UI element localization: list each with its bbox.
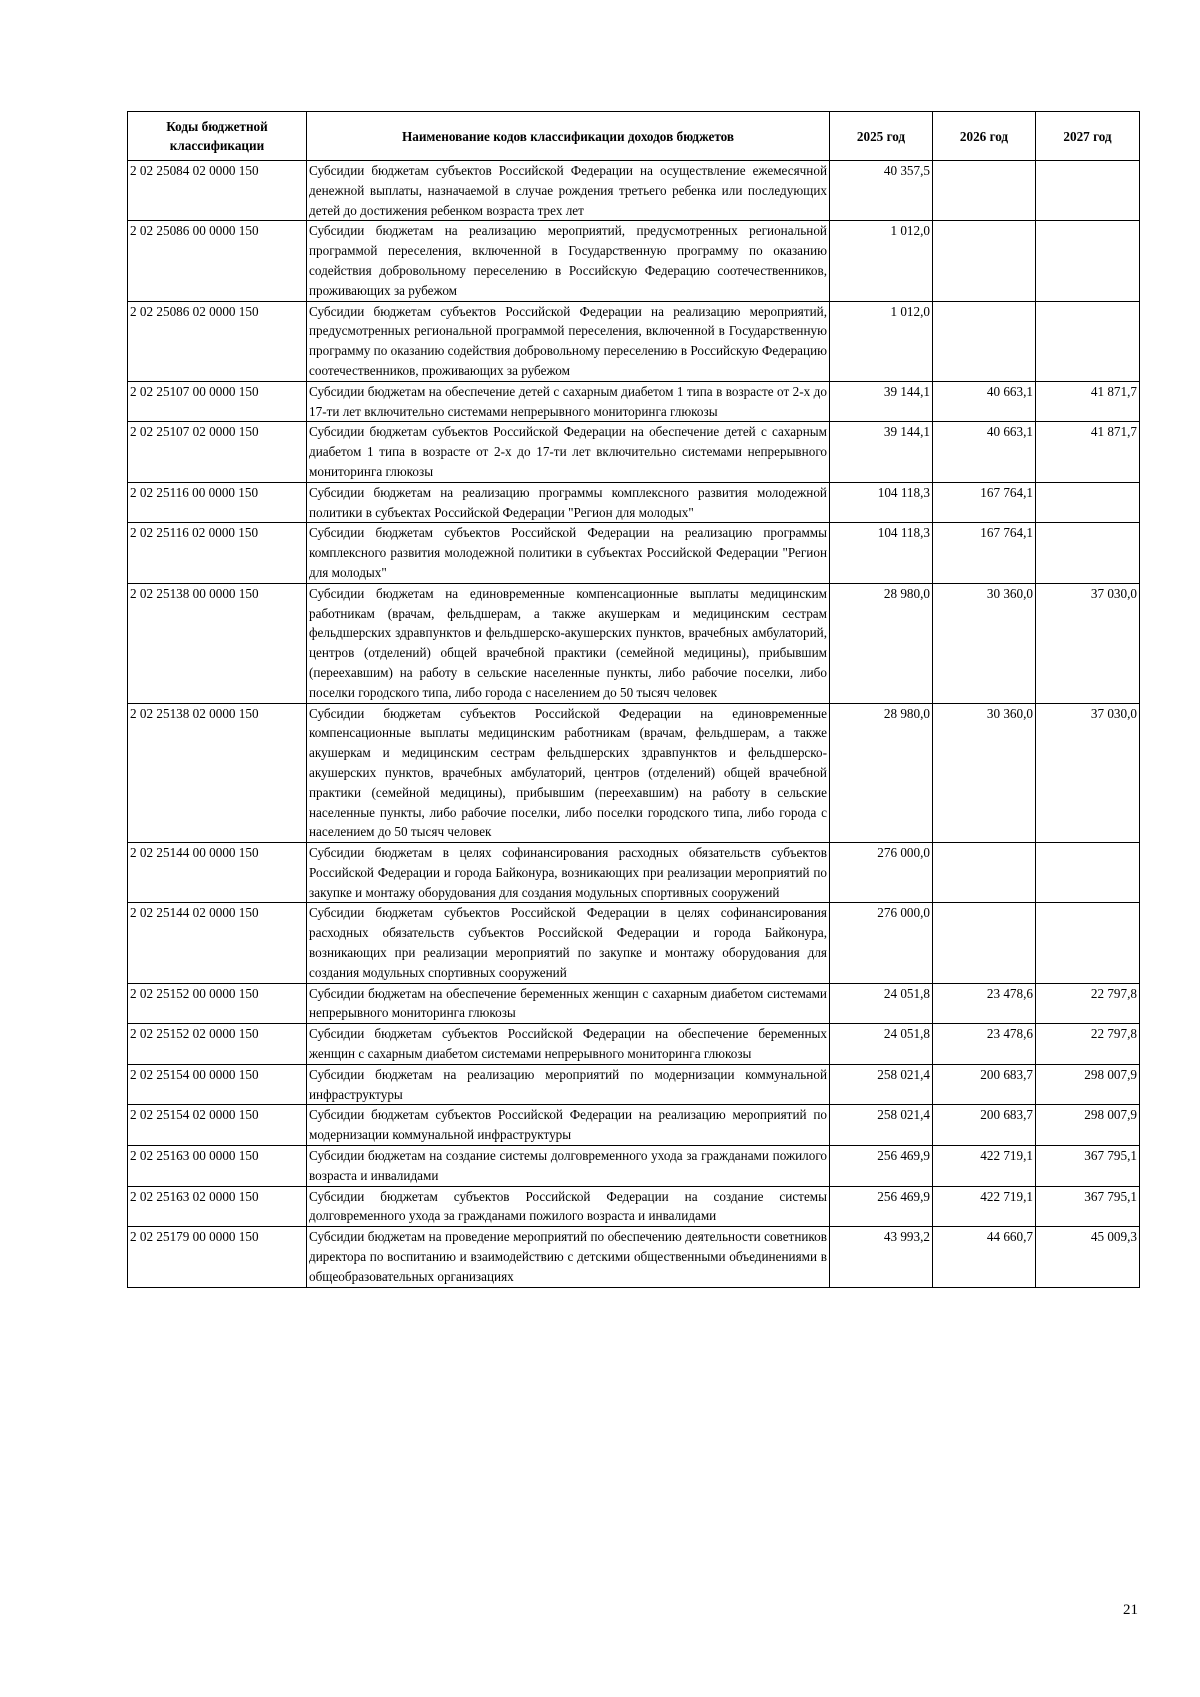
- cell-code: 2 02 25144 00 0000 150: [128, 843, 307, 903]
- table-row: [128, 843, 1140, 903]
- cell-2027: 37 030,0: [1036, 703, 1140, 843]
- cell-code: 2 02 25152 00 0000 150: [128, 983, 307, 1024]
- revenue-table: [127, 111, 1140, 1288]
- cell-2026: 23 478,6: [933, 1024, 1036, 1065]
- cell-2027: 298 007,9: [1036, 1105, 1140, 1146]
- cell-2025: 1 012,0: [830, 221, 933, 301]
- cell-code: 2 02 25116 00 0000 150: [128, 482, 307, 523]
- cell-name: Субсидии бюджетам на проведение мероприятий по обеспечению деятельности советников директора по воспитанию и взаимодействию с детскими общественными объединениями в общеобразовательных организациях: [307, 1227, 830, 1287]
- table-row: [128, 482, 1140, 523]
- cell-2027: 298 007,9: [1036, 1064, 1140, 1105]
- cell-2026: [933, 221, 1036, 301]
- cell-2025: 258 021,4: [830, 1064, 933, 1105]
- cell-2025: 256 469,9: [830, 1146, 933, 1187]
- cell-2026: [933, 843, 1036, 903]
- cell-2025: 104 118,3: [830, 523, 933, 583]
- cell-2026: 30 360,0: [933, 583, 1036, 703]
- cell-2027: [1036, 301, 1140, 381]
- table-row: [128, 703, 1140, 843]
- cell-2026: 167 764,1: [933, 523, 1036, 583]
- cell-name: Субсидии бюджетам на обеспечение беременных женщин с сахарным диабетом системами непрерывного мониторинга глюкозы: [307, 983, 830, 1024]
- cell-name: Субсидии бюджетам на обеспечение детей с сахарным диабетом 1 типа в возрасте от 2-х до 17-ти лет включительно системами непрерывного мониторинга глюкозы: [307, 381, 830, 422]
- table-row: [128, 1186, 1140, 1227]
- cell-2025: 39 144,1: [830, 381, 933, 422]
- cell-2026: 30 360,0: [933, 703, 1036, 843]
- table-row: [128, 983, 1140, 1024]
- cell-code: 2 02 25086 00 0000 150: [128, 221, 307, 301]
- table-row: [128, 1024, 1140, 1065]
- cell-2026: 422 719,1: [933, 1146, 1036, 1187]
- cell-code: 2 02 25107 02 0000 150: [128, 422, 307, 482]
- cell-name: Субсидии бюджетам на реализацию мероприятий, предусмотренных региональной программой переселения, включенной в Государственную программу по оказанию содействия добровольному переселению в Российскую Федерацию соотечественников, проживающих за рубежом: [307, 221, 830, 301]
- header-2026: 2026 год: [933, 112, 1036, 161]
- cell-2025: 276 000,0: [830, 843, 933, 903]
- cell-2027: [1036, 482, 1140, 523]
- cell-name: Субсидии бюджетам на создание системы долговременного ухода за гражданами пожилого возраста и инвалидами: [307, 1146, 830, 1187]
- table-row: [128, 903, 1140, 983]
- table-row: [128, 1064, 1140, 1105]
- cell-2026: 167 764,1: [933, 482, 1036, 523]
- table-row: [128, 583, 1140, 703]
- cell-name: Субсидии бюджетам субъектов Российской Федерации на единовременные компенсационные выплаты медицинским работникам (врачам, фельдшерам, а также акушеркам и медицинским сестрам фельдшерских здравпунктов и фельдшерско-акушерских пунктов, врачебных амбулаторий, центров (отделений) общей врачебной практики (семейной медицины), прибывшим (переехавшим) на работу в сельские населенные пункты, либо рабочие поселки, либо поселки городского типа, либо города с населением до 50 тысяч человек: [307, 703, 830, 843]
- cell-2025: 43 993,2: [830, 1227, 933, 1287]
- cell-name: Субсидии бюджетам на единовременные компенсационные выплаты медицинским работникам (врачам, фельдшерам, а также акушеркам и медицинским сестрам фельдшерских здравпунктов и фельдшерско-акушерских пунктов, врачебных амбулаторий, центров (отделений) общей врачебной практики (семейной медицины), прибывшим (переехавшим) на работу в сельские населенные пункты, либо рабочие поселки, либо поселки городского типа, либо города с населением до 50 тысяч человек: [307, 583, 830, 703]
- cell-name: Субсидии бюджетам субъектов Российской Федерации в целях софинансирования расходных обязательств субъектов Российской Федерации и города Байконура, возникающих при реализации мероприятий по закупке и монтажу оборудования для создания модульных спортивных сооружений: [307, 903, 830, 983]
- cell-2025: 104 118,3: [830, 482, 933, 523]
- cell-2025: 276 000,0: [830, 903, 933, 983]
- table-row: [128, 161, 1140, 221]
- cell-2025: 24 051,8: [830, 1024, 933, 1065]
- cell-name: Субсидии бюджетам в целях софинансирования расходных обязательств субъектов Российской Федерации и города Байконура, возникающих при реализации мероприятий по закупке и монтажу оборудования для создания модульных спортивных сооружений: [307, 843, 830, 903]
- cell-code: 2 02 25179 00 0000 150: [128, 1227, 307, 1287]
- cell-code: 2 02 25154 02 0000 150: [128, 1105, 307, 1146]
- cell-name: Субсидии бюджетам на реализацию мероприятий по модернизации коммунальной инфраструктуры: [307, 1064, 830, 1105]
- header-code: Коды бюджетной классификации: [128, 112, 307, 161]
- cell-name: Субсидии бюджетам субъектов Российской Федерации на обеспечение беременных женщин с сахарным диабетом системами непрерывного мониторинга глюкозы: [307, 1024, 830, 1065]
- cell-code: 2 02 25163 00 0000 150: [128, 1146, 307, 1187]
- cell-code: 2 02 25144 02 0000 150: [128, 903, 307, 983]
- cell-2026: 44 660,7: [933, 1227, 1036, 1287]
- cell-name: Субсидии бюджетам субъектов Российской Федерации на реализацию мероприятий, предусмотренных региональной программой переселения, включенной в Государственную программу по оказанию содействия добровольному переселению в Российскую Федерацию соотечественников, проживающих за рубежом: [307, 301, 830, 381]
- cell-2027: 367 795,1: [1036, 1146, 1140, 1187]
- cell-code: 2 02 25086 02 0000 150: [128, 301, 307, 381]
- cell-2026: 40 663,1: [933, 422, 1036, 482]
- table-body: [128, 161, 1140, 1288]
- cell-2027: 22 797,8: [1036, 983, 1140, 1024]
- table-header-row: [128, 112, 1140, 161]
- cell-name: Субсидии бюджетам субъектов Российской Федерации на реализацию мероприятий по модернизации коммунальной инфраструктуры: [307, 1105, 830, 1146]
- cell-2027: 22 797,8: [1036, 1024, 1140, 1065]
- table-row: [128, 301, 1140, 381]
- cell-2027: 37 030,0: [1036, 583, 1140, 703]
- cell-code: 2 02 25154 00 0000 150: [128, 1064, 307, 1105]
- cell-2027: 367 795,1: [1036, 1186, 1140, 1227]
- cell-2025: 39 144,1: [830, 422, 933, 482]
- cell-2026: [933, 301, 1036, 381]
- cell-2026: [933, 903, 1036, 983]
- table-row: [128, 221, 1140, 301]
- table-row: [128, 381, 1140, 422]
- cell-2026: 23 478,6: [933, 983, 1036, 1024]
- cell-2025: 28 980,0: [830, 703, 933, 843]
- header-2027: 2027 год: [1036, 112, 1140, 161]
- header-2025: 2025 год: [830, 112, 933, 161]
- cell-2026: [933, 161, 1036, 221]
- table-row: [128, 1146, 1140, 1187]
- cell-name: Субсидии бюджетам на реализацию программы комплексного развития молодежной политики в субъектах Российской Федерации "Регион для молодых": [307, 482, 830, 523]
- cell-2025: 256 469,9: [830, 1186, 933, 1227]
- cell-2026: 422 719,1: [933, 1186, 1036, 1227]
- table-row: [128, 523, 1140, 583]
- cell-name: Субсидии бюджетам субъектов Российской Федерации на создание системы долговременного ухода за гражданами пожилого возраста и инвалидами: [307, 1186, 830, 1227]
- cell-name: Субсидии бюджетам субъектов Российской Федерации на обеспечение детей с сахарным диабетом 1 типа в возрасте от 2-х до 17-ти лет включительно системами непрерывного мониторинга глюкозы: [307, 422, 830, 482]
- table-row: [128, 1105, 1140, 1146]
- cell-name: Субсидии бюджетам субъектов Российской Федерации на реализацию программы комплексного развития молодежной политики в субъектах Российской Федерации "Регион для молодых": [307, 523, 830, 583]
- cell-2027: 45 009,3: [1036, 1227, 1140, 1287]
- table-row: [128, 422, 1140, 482]
- cell-code: 2 02 25152 02 0000 150: [128, 1024, 307, 1065]
- cell-2027: [1036, 221, 1140, 301]
- page-number: 21: [1123, 1602, 1138, 1618]
- cell-2027: 41 871,7: [1036, 422, 1140, 482]
- cell-2025: 40 357,5: [830, 161, 933, 221]
- cell-code: 2 02 25163 02 0000 150: [128, 1186, 307, 1227]
- cell-2026: 200 683,7: [933, 1064, 1036, 1105]
- cell-code: 2 02 25138 02 0000 150: [128, 703, 307, 843]
- cell-2027: [1036, 523, 1140, 583]
- cell-2027: 41 871,7: [1036, 381, 1140, 422]
- cell-2025: 258 021,4: [830, 1105, 933, 1146]
- cell-2027: [1036, 843, 1140, 903]
- cell-name: Субсидии бюджетам субъектов Российской Федерации на осуществление ежемесячной денежной выплаты, назначаемой в случае рождения третьего ребенка или последующих детей до достижения ребенком возраста трех лет: [307, 161, 830, 221]
- cell-2025: 28 980,0: [830, 583, 933, 703]
- cell-2026: 200 683,7: [933, 1105, 1036, 1146]
- cell-code: 2 02 25116 02 0000 150: [128, 523, 307, 583]
- cell-2026: 40 663,1: [933, 381, 1036, 422]
- cell-2027: [1036, 161, 1140, 221]
- cell-code: 2 02 25084 02 0000 150: [128, 161, 307, 221]
- header-name: Наименование кодов классификации доходов бюджетов: [307, 112, 830, 161]
- cell-code: 2 02 25138 00 0000 150: [128, 583, 307, 703]
- cell-2025: 24 051,8: [830, 983, 933, 1024]
- cell-code: 2 02 25107 00 0000 150: [128, 381, 307, 422]
- cell-2027: [1036, 903, 1140, 983]
- cell-2025: 1 012,0: [830, 301, 933, 381]
- table-row: [128, 1227, 1140, 1287]
